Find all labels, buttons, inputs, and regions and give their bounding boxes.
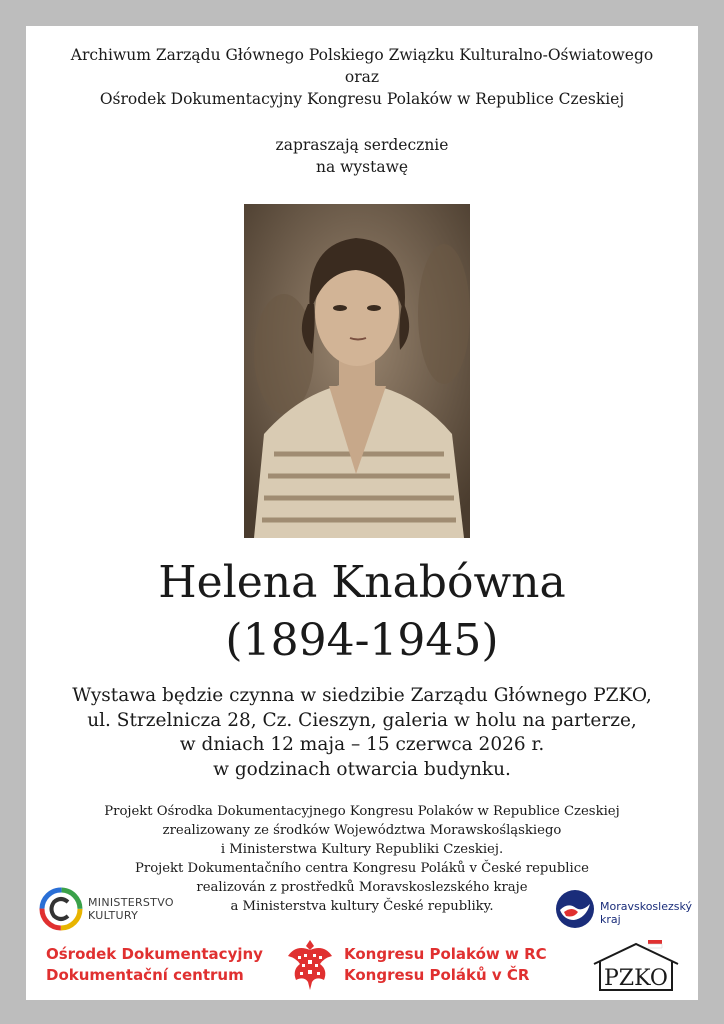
pzko-logo xyxy=(588,940,684,994)
eagle-emblem-icon xyxy=(284,936,336,992)
invitation-line-1: zapraszają serdecznie xyxy=(275,136,449,154)
info-line-4: w godzinach otwarcia budynku. xyxy=(213,758,511,780)
footer-left-line-2: Dokumentační centrum xyxy=(46,966,244,984)
pzko-house-icon xyxy=(588,940,684,994)
footer-left xyxy=(46,944,296,986)
project-line-5: realizován z prostředků Moravskoslezského kraje xyxy=(196,880,528,895)
header-line-1: Archiwum Zarządu Głównego Polskiego Związku Kulturalno-Oświatowego xyxy=(70,46,654,64)
exhibition-info xyxy=(26,684,698,782)
header-line-3: Ośrodek Dokumentacyjny Kongresu Polaków w Republice Czeskiej xyxy=(99,90,625,108)
info-line-3: w dniach 12 maja – 15 czerwca 2026 r. xyxy=(179,734,545,755)
ministry-of-culture-logo xyxy=(38,886,198,932)
project-line-2: zrealizowany ze środków Województwa Morawskośląskiego xyxy=(162,823,562,838)
footer-right-line-1: Kongresu Polaków w RC xyxy=(344,945,547,963)
pzko-text: PZKO xyxy=(604,966,668,991)
exhibition-years: (1894-1945) xyxy=(225,615,499,666)
info-line-2: ul. Strzelnicza 28, Cz. Cieszyn, galeria w holu na parterze, xyxy=(87,709,637,731)
ministry-line-1: MINISTERSTVO xyxy=(88,896,174,909)
invitation xyxy=(26,134,698,178)
header-line-2: oraz xyxy=(344,68,380,86)
ministry-circle-icon xyxy=(38,886,84,932)
region-line-2: kraj xyxy=(600,913,621,926)
invitation-line-2: na wystawę xyxy=(315,158,409,176)
region-line-1: Moravskoslezský xyxy=(600,900,692,913)
project-line-3: i Ministerstwa Kultury Republiki Czeskiej. xyxy=(220,842,504,857)
info-line-1: Wystawa będzie czynna w siedzibie Zarządu Głównego PZKO, xyxy=(72,685,652,706)
exhibition-name: Helena Knabówna xyxy=(158,557,566,608)
project-line-1: Projekt Ośrodka Dokumentacyjnego Kongresu Polaków w Republice Czeskiej xyxy=(104,804,620,819)
region-emblem-icon xyxy=(554,888,596,930)
footer-right-line-2: Kongresu Poláků v ČR xyxy=(344,966,530,984)
poster xyxy=(26,26,698,1000)
footer-left-line-1: Ośrodek Dokumentacyjny xyxy=(46,945,263,963)
moravian-silesian-region-logo xyxy=(554,888,694,936)
project-line-4: Projekt Dokumentačního centra Kongresu Poláků v České republice xyxy=(135,861,589,876)
footer-right xyxy=(344,944,574,986)
portrait-photo xyxy=(244,204,470,538)
organizers-header xyxy=(26,44,698,110)
project-line-6: a Ministerstva kultury České republiky. xyxy=(230,899,494,914)
ministry-line-2: KULTURY xyxy=(88,909,139,922)
